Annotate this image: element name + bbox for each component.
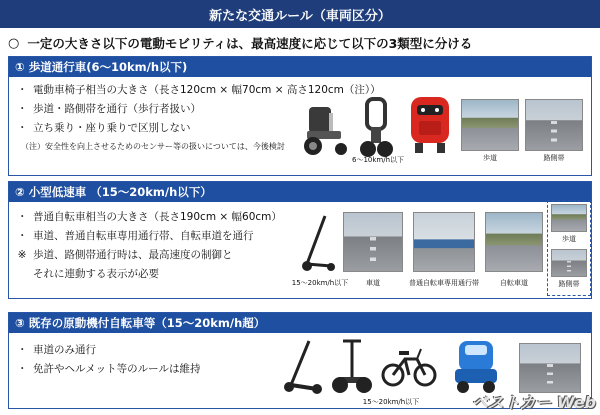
bicycle-lane-photo (413, 212, 475, 272)
footnote: （注）安全性を向上させるためのセンサー等の扱いについては、今後検討 (21, 142, 285, 151)
speed-caption: 6～10km/h以下 (351, 156, 405, 164)
photo-caption: 歩道 (562, 235, 576, 243)
bullet-item: それに連動する表示が必要 (33, 268, 159, 280)
bullet-item: ※ 歩道、路側帯通行時は、最高速度の制御と (17, 249, 233, 261)
photo-caption: 路側帯 (558, 280, 580, 288)
electric-wheelchair-icon (299, 101, 355, 157)
bullet-item: ・ 免許やヘルメット等のルールは維持 (17, 363, 201, 375)
speed-caption: 15～20km/h以下 (362, 398, 420, 406)
bicycle-road-photo (485, 212, 543, 272)
electric-bicycle-icon (381, 345, 437, 389)
photo-caption: 歩道 (483, 154, 497, 162)
roadway-photo (343, 212, 403, 272)
roadside-strip-photo (525, 99, 583, 151)
speed-caption: 15～20km/h以下 (291, 279, 349, 287)
publisher-logo: ベストカー Web (471, 393, 596, 412)
bullet-item: ・ 普通自転車相当の大きさ（長さ190cm × 幅60cm） (17, 211, 282, 223)
segway-icon (331, 337, 373, 397)
bullet-list (17, 341, 200, 379)
lead-text: 一定の大きさ以下の電動モビリティは、最高速度に応じて以下の3類型に分ける (27, 36, 473, 51)
bullet-item: ・ 立ち乗り・座り乗りで区別しない (17, 122, 191, 134)
bullet-list (17, 208, 282, 284)
bullet-item: ・ 車道のみ通行 (17, 344, 96, 356)
electric-kickboard-icon (279, 337, 323, 395)
lead-statement (8, 34, 598, 52)
sidewalk-photo (461, 99, 519, 151)
photo-caption: 車道 (366, 279, 380, 287)
section-small-low-speed-vehicle (8, 181, 592, 299)
standing-mobility-icon (359, 97, 393, 159)
photo-caption: 自転車道 (500, 279, 528, 287)
circle-mark: ○ (8, 35, 20, 51)
roadway-photo (519, 343, 581, 393)
bullet-item: ・ 車道、普通自転車専用通行帯、自転車道を通行 (17, 230, 254, 242)
kick-scooter-icon (297, 212, 337, 272)
section-header: ② 小型低速車 （15～20km/h以下） (9, 182, 591, 202)
photo-caption: 路側帯 (543, 154, 565, 162)
delivery-robot-icon (407, 93, 453, 157)
photo-caption: 普通自転車専用通行帯 (409, 279, 479, 287)
roadside-strip-photo (551, 249, 587, 277)
bullet-item: ・ 歩道・路側帯を通行（歩行者扱い） (17, 103, 201, 115)
section-header: ③ 既存の原動機付自転車等（15～20km/h超） (9, 313, 591, 333)
sidewalk-photo (551, 204, 587, 232)
section-header: ① 歩道通行車(6～10km/h以下) (9, 57, 591, 77)
mobility-scooter-icon (449, 337, 503, 395)
page-title: 新たな交通ルール（車両区分） (0, 0, 600, 28)
section-sidewalk-vehicle (8, 56, 592, 176)
sidewalk-note-box (547, 200, 591, 296)
bullet-item: ・ 電動車椅子相当の大きさ（長さ120cm × 幅70cm × 高さ120cm（注）） (17, 84, 381, 96)
